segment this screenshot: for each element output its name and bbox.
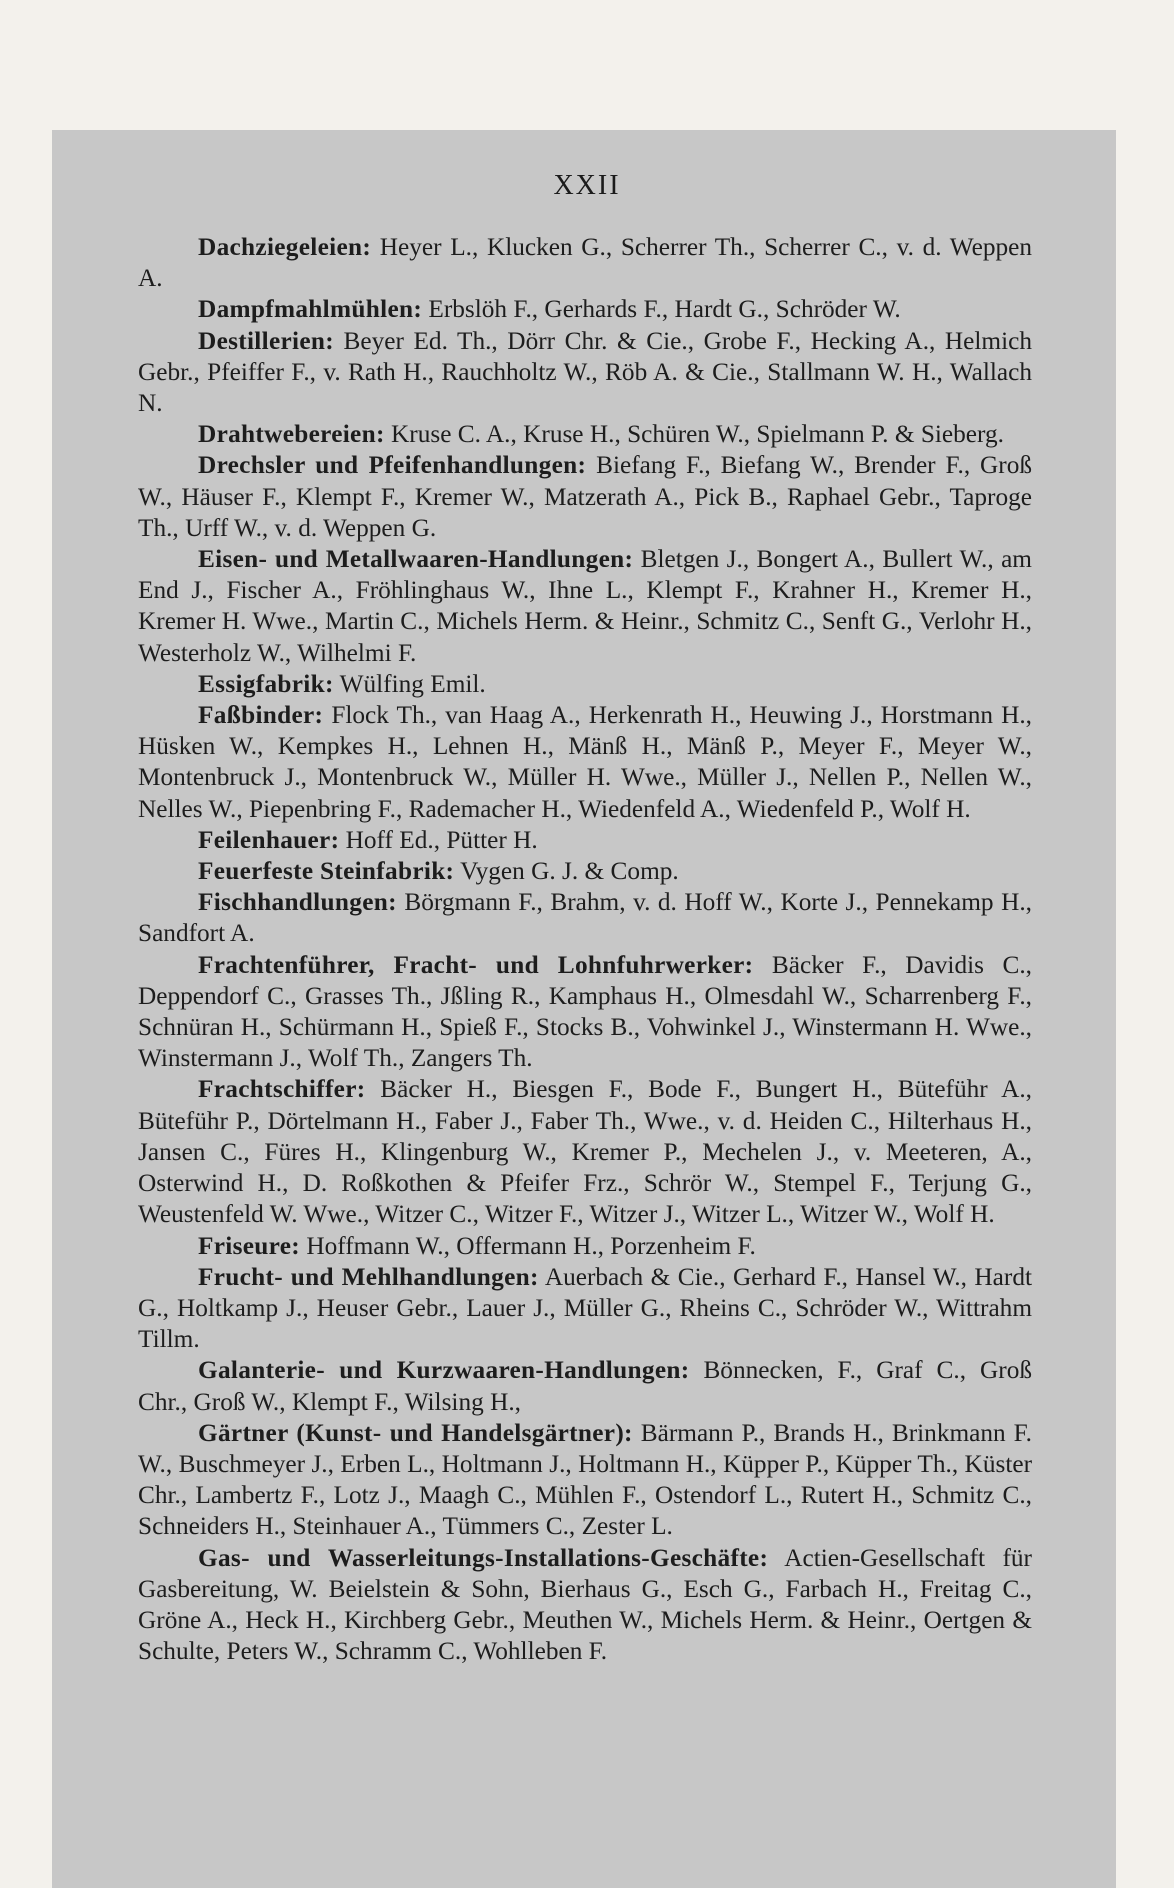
entry-names: Wülfing Emil. [339, 669, 486, 698]
entry-names: Bärmann P., Brands H., Brinkmann F. W., Buschmeyer J., Erben L., Holtmann J., Holtmann H., Küpper P., Küpper Th., Küster Chr., Lambertz F., Lotz J., Maagh C., Mühlen F., Ostendorf L., Rutert H., Schmitz C., Schneiders H., Steinhauer A., Tümmers C., Zester L. [138, 1418, 1032, 1541]
entry-names: Bletgen J., Bongert A., Bullert W., am End J., Fischer A., Fröhlinghaus W., Ihne L., Klempt F., Krahner H., Kremer H., Kremer H. Wwe., Martin C., Michels Herm. & Heinr., Schmitz C., Senft G., Verlohr H., Westerholz W., Wilhelmi F. [138, 545, 1032, 667]
entry-names: Hoffmann W., Offermann H., Porzenheim F. [306, 1231, 756, 1260]
entry-names: Flock Th., van Haag A., Herkenrath H., Heuwing J., Horstmann H., Hüsken W., Kempkes H., Lehnen H., Mänß H., Mänß P., Meyer F., Meyer W., Montenbruck J., Montenbruck W., Müller H. Wwe., Müller J., Nellen P., Nellen W., Nelles W., Piepenbring F., Rademacher H., Wiedenfeld A., Wiedenfeld P., Wolf H. [138, 701, 1032, 823]
entry-names: Vygen G. J. & Comp. [460, 857, 679, 886]
page-number: XXII [553, 170, 621, 201]
entry-heading: Drechsler und Pfeifenhandlungen: [198, 451, 587, 480]
entry-heading: Faßbinder: [198, 701, 324, 730]
entry-heading: Dachziegeleien: [198, 233, 372, 261]
entry-names: Erbslöh F., Gerhards F., Hardt G., Schröder W. [428, 295, 901, 324]
entry-heading: Drahtwebereien: [198, 420, 385, 449]
entry-heading: Frucht- und Mehlhandlungen: [198, 1262, 539, 1291]
entry-names: Börgmann F., Brahm, v. d. Hoff W., Korte J., Pennekamp H., Sandfort A. [138, 888, 1032, 948]
directory-entry [138, 419, 1032, 450]
entry-names: Beyer Ed. Th., Dörr Chr. & Cie., Grobe F., Hecking A., Helmich Gebr., Pfeiffer F., v. Rath H., Rauchholtz W., Röb A. & Cie., Stallmann W. H., Wallach N. [138, 326, 1033, 418]
entry-names: Actien-Gesellschaft für Gasbereitung, W. Beielstein & Sohn, Bierhaus G., Esch G., Farbach H., Freitag C., Gröne A., Heck H., Kirchberg Gebr., Meuthen W., Michels Herm. & Heinr., Oertgen & Schulte, Peters W., Schramm C., Wohlleben F. [138, 1543, 1032, 1666]
directory-entry [138, 825, 1032, 856]
entry-heading: Essigfabrik: [198, 669, 334, 698]
entry-heading: Feuerfeste Steinfabrik: [198, 857, 455, 886]
entry-names: Biefang F., Biefang W., Brender F., Groß W., Häuser F., Klempt F., Kremer W., Matzerath A., Pick B., Raphael Gebr., Taproge Th., Urff W., v. d. Weppen G. [138, 451, 1033, 542]
entry-names: Heyer L., Klucken G., Scherrer Th., Scherrer C., v. d. Weppen A. [138, 233, 1033, 293]
entry-heading: Friseure: [198, 1231, 300, 1260]
entry-heading: Destillerien: [198, 326, 334, 355]
directory-entry [138, 1355, 1032, 1417]
entry-names: Auerbach & Cie., Gerhard F., Hansel W., Hardt G., Holtkamp J., Heuser Gebr., Lauer J., Müller G., Rheins C., Schröder W., Wittrahm Tillm. [138, 1262, 1032, 1354]
entry-heading: Fischhandlungen: [198, 888, 397, 917]
entry-names: Hoff Ed., Pütter H. [345, 825, 538, 854]
directory-entry [138, 1418, 1032, 1543]
directory-entry [138, 1231, 1032, 1262]
entry-names: Bönnecken, F., Graf C., Groß Chr., Groß W., Klempt F., Wilsing H., [138, 1356, 1033, 1416]
directory-entry [138, 887, 1032, 949]
entry-heading: Feilenhauer: [198, 825, 340, 854]
directory-entry [138, 700, 1032, 825]
entry-heading: Frachtenführer, Fracht- und Lohnfuhrwerker: [198, 950, 754, 979]
entry-heading: Eisen- und Metallwaaren-Handlungen: [198, 545, 634, 574]
directory-entry [138, 1074, 1032, 1230]
directory-entry [138, 294, 1032, 325]
directory-entry [138, 326, 1032, 420]
directory-entry [138, 232, 1032, 294]
entry-heading: Gas- und Wasserleitungs-Installations-Geschäfte: [198, 1543, 769, 1572]
directory-entry [138, 1543, 1032, 1668]
directory-entry [138, 950, 1032, 1075]
entry-heading: Frachtschiffer: [198, 1075, 366, 1104]
directory-entry [138, 544, 1032, 669]
directory-entry [138, 450, 1032, 544]
entry-names: Bäcker F., Davidis C., Deppendorf C., Grasses Th., Jßling R., Kamphaus H., Olmesdahl W., Scharrenberg F., Schnüran H., Schürmann H., Spieß F., Stocks B., Vohwinkel J., Winstermann H. Wwe., Winstermann J., Wolf Th., Zangers Th. [138, 950, 1033, 1073]
directory-entries [138, 232, 1032, 1667]
directory-entry [138, 1262, 1032, 1356]
entry-heading: Dampfmahlmühlen: [198, 295, 423, 324]
entry-heading: Gärtner (Kunst- und Handelsgärtner): [198, 1418, 633, 1447]
directory-entry [138, 856, 1032, 887]
entry-heading: Galanterie- und Kurzwaaren-Handlungen: [198, 1356, 690, 1385]
entry-names: Kruse C. A., Kruse H., Schüren W., Spielmann P. & Sieberg. [391, 420, 1004, 449]
entry-names: Bäcker H., Biesgen F., Bode F., Bungert H., Büteführ A., Büteführ P., Dörtelmann H., Faber J., Faber Th., Wwe., v. d. Heiden C., Hilterhaus H., Jansen C., Füres H., Klingenburg W., Kremer P., Mechelen J., v. Meeteren, A., Osterwind H., D. Roßkothen & Pfeifer Frz., Schrör W., Stempel F., Terjung G., Weustenfeld W. Wwe., Witzer C., Witzer F., Witzer J., Witzer L., Witzer W., Wolf H. [138, 1075, 1033, 1229]
directory-entry [138, 669, 1032, 700]
